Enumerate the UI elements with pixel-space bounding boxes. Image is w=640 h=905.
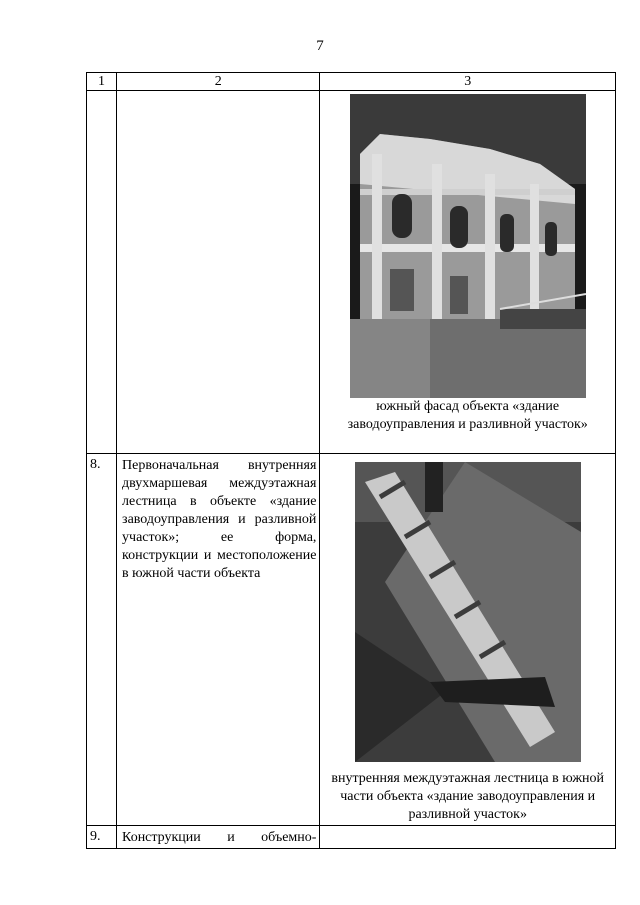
page-number: 7 <box>316 38 324 54</box>
table-row <box>87 91 616 454</box>
interior-staircase-photo <box>355 462 581 762</box>
table-row <box>87 826 616 849</box>
photo-caption: южный фасад объекта «здание заводоуправления и разливной участок» <box>347 399 588 432</box>
photo-cell <box>320 826 616 849</box>
row-description: Первоначальная внутренняя двухмаршевая междуэтажная лестница в объекте «здание заводоуправления и разливной участок»; ее форма, конструкции и местоположение в южной части объекта <box>117 454 320 826</box>
objects-table <box>86 72 616 849</box>
header-col-2: 2 <box>117 73 320 91</box>
header-col-1: 1 <box>87 73 117 91</box>
photo-cell <box>320 454 616 826</box>
row-description <box>117 91 320 454</box>
row-description: Конструкции и объемно- <box>117 826 320 849</box>
table-header-row <box>87 73 616 91</box>
row-number: 9. <box>87 826 117 849</box>
row-number: 8. <box>87 454 117 826</box>
photo-caption: внутренняя междуэтажная лестница в южной части объекта «здание заводоуправления и разливной участок» <box>331 771 605 822</box>
table-row <box>87 454 616 826</box>
header-col-3: 3 <box>320 73 616 91</box>
photo-cell <box>320 91 616 454</box>
row-number <box>87 91 117 454</box>
south-facade-building-photo <box>350 94 586 398</box>
